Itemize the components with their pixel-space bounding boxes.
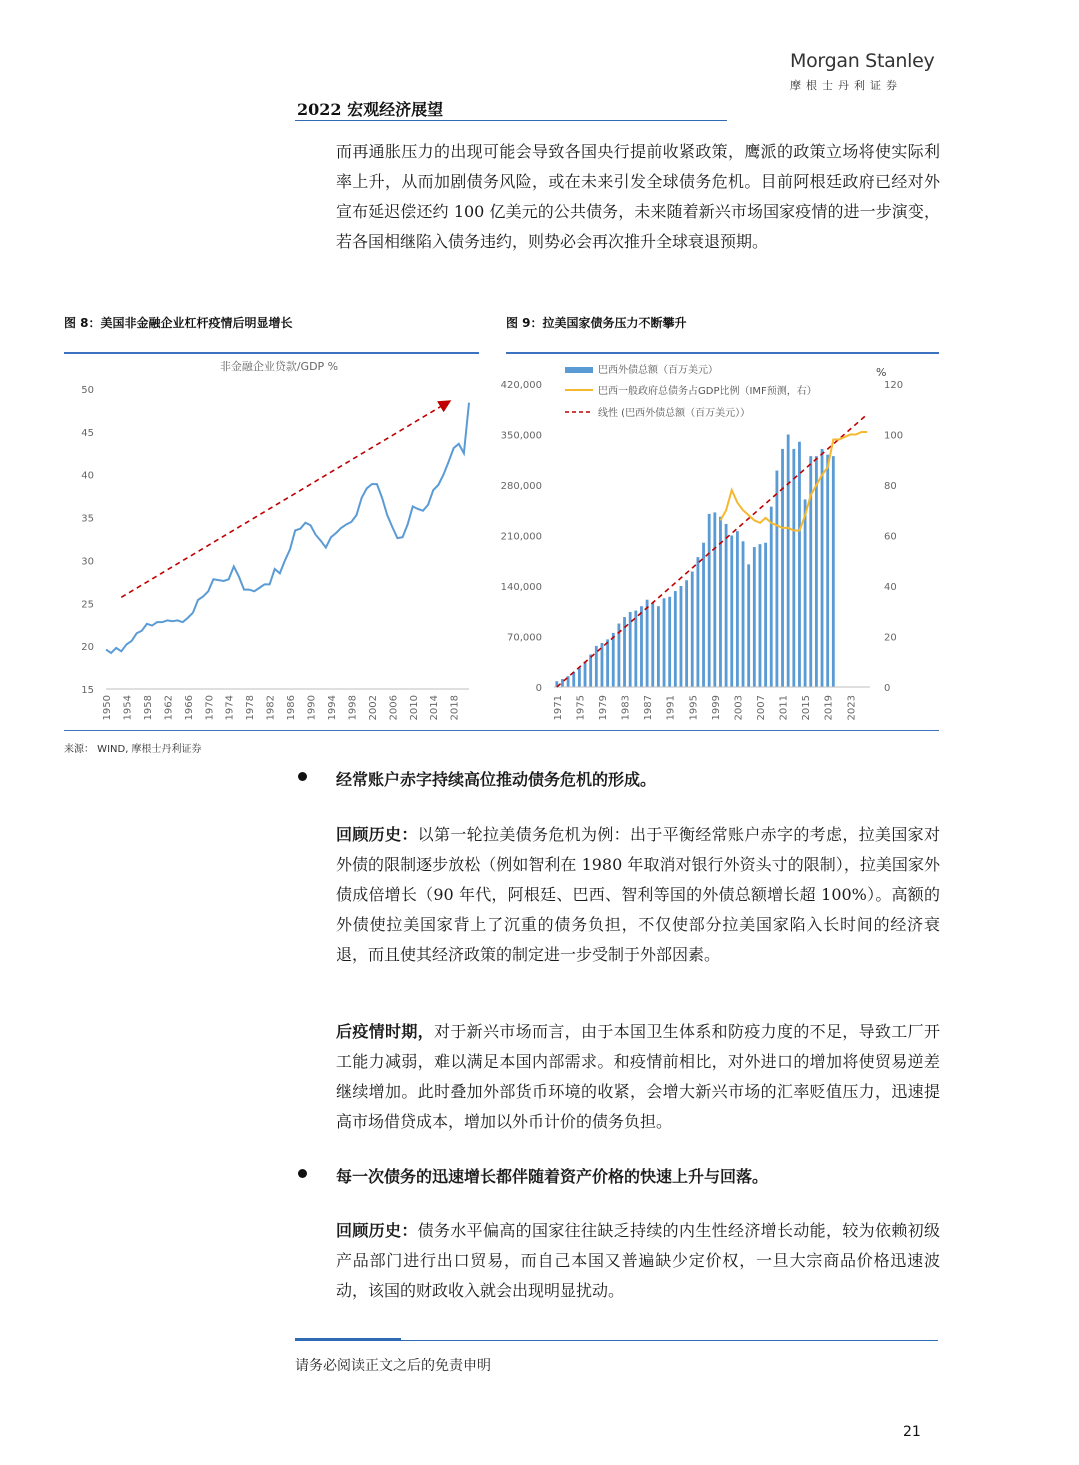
chart2-y-tick-label: 140,000 (500, 582, 542, 593)
chart2-x-tick-label: 1971 (552, 695, 564, 721)
chart2-bar (691, 572, 694, 687)
chart2-bar (736, 531, 739, 687)
para-lead: 回顾历史： (336, 825, 418, 844)
chart1-y-tick-label: 20 (81, 642, 94, 654)
chart2-bar (787, 435, 790, 688)
chart2-right-tick-label: 40 (884, 582, 897, 593)
chart1-y-tick-label: 15 (81, 685, 94, 696)
chart2-bar (730, 536, 733, 688)
chart1-x-tick-label: 1974 (224, 695, 236, 721)
chart1-x-tick-label: 1998 (347, 695, 359, 721)
chart1-x-tick-label: 1970 (204, 695, 216, 721)
bullet-heading-text-2: 每一次债务的迅速增长都伴随着资产价格的快速上升与回落。 (336, 1167, 769, 1186)
chart2-x-tick-label: 2019 (823, 695, 835, 721)
chart1-x-tick-label: 1958 (142, 695, 154, 721)
brand-logo-text: Morgan Stanley (790, 50, 935, 72)
chart2-bar (629, 612, 632, 687)
figure-9-title: 图 9：拉美国家债务压力不断攀升 (506, 316, 687, 330)
chart2-bar (775, 471, 778, 687)
chart2-x-tick-label: 1983 (620, 695, 632, 721)
chart2-right-unit: % (876, 366, 887, 379)
chart2-bar (606, 639, 609, 687)
legend-item-trend: 线性 (巴西外债总额（百万美元）） (598, 408, 751, 419)
chart1-x-tick-label: 1994 (326, 695, 338, 721)
intro-text: 而再通胀压力的出现可能会导致各国央行提前收紧政策，鹰派的政策立场将使实际利率上升，从而加剧债务风险，或在未来引发全球债务危机。目前阿根廷政府已经对外宣布延迟偿还约 100 亿美元的公共债务，未来随着新兴市场国家疫情的进一步演变，若各国相继陷入债务违约，则势必会再次推升全球衰退预期。 (336, 142, 940, 251)
chart1-x-tick-label: 1978 (245, 695, 257, 721)
chart1-x-tick-label: 1986 (286, 695, 298, 721)
bullet-heading-text-1: 经常账户赤字持续高位推动债务危机的形成。 (336, 770, 657, 789)
section1-paragraph-2 (336, 1017, 940, 1137)
chart2-bar (764, 543, 767, 687)
chart2-y-tick-label: 350,000 (500, 430, 542, 442)
chart2-bar (634, 611, 637, 687)
title-divider (295, 120, 727, 121)
chart1-trend-arrow (121, 402, 448, 597)
chart-nonfinancial-leverage (64, 354, 479, 729)
chart1-x-tick-label: 1954 (122, 695, 134, 721)
chart2-y-tick-label: 420,000 (500, 380, 542, 391)
chart2-bar (589, 655, 592, 687)
para-lead: 后疫情时期， (336, 1022, 434, 1041)
chart2-x-tick-label: 1975 (575, 695, 587, 721)
chart1-x-tick-label: 1990 (306, 695, 318, 721)
intro-paragraph (336, 137, 940, 257)
chart2-bar (601, 643, 604, 687)
chart2-bar (832, 456, 835, 687)
chart2-right-tick-label: 80 (884, 481, 897, 492)
chart-brazil-debt (490, 354, 939, 729)
chart2-bar (725, 524, 728, 687)
chart2-bar (578, 668, 581, 687)
chart2-bar (702, 543, 705, 687)
bullet-dot (298, 1169, 307, 1178)
footer-divider (295, 1340, 938, 1341)
chart2-bar (612, 633, 615, 687)
chart2-x-tick-label: 1995 (688, 695, 700, 721)
chart2-bar (584, 662, 587, 687)
para-text: 对于新兴市场而言，由于本国卫生体系和防疫力度的不足，导致工厂开工能力减弱，难以满足本国内部需求。和疫情前相比，对外进口的增加将使贸易逆差继续增加。此时叠加外部货币环境的收紧，会增大新兴市场的汇率贬值压力，迅速提高市场借贷成本，增加以外币计价的债务负担。 (336, 1022, 940, 1131)
bullet-dot (298, 772, 307, 781)
chart2-bar (680, 586, 683, 687)
chart1-x-tick-label: 1950 (102, 695, 113, 721)
chart2-bar (668, 597, 671, 687)
chart2-x-tick-label: 2007 (755, 695, 767, 721)
chart2-bar (674, 591, 677, 687)
chart2-bar (646, 600, 649, 687)
chart2-right-tick-label: 100 (884, 430, 904, 442)
chart2-y-tick-label: 0 (535, 683, 542, 694)
chart2-x-tick-label: 2015 (801, 695, 813, 721)
chart2-bar (781, 449, 784, 687)
section2-paragraph-1 (336, 1216, 940, 1306)
chart1-x-tick-label: 2018 (449, 695, 461, 721)
chart2-bar (821, 449, 824, 687)
legend-item-bars: 巴西外债总额（百万美元） (598, 365, 718, 376)
chart1-y-tick-label: 50 (81, 385, 94, 396)
chart2-bar (809, 456, 812, 687)
chart2-bar (815, 456, 818, 687)
chart2-x-tick-label: 1987 (643, 695, 655, 721)
chart2-bar (742, 541, 745, 687)
chart1-x-tick-label: 1982 (265, 695, 277, 721)
chart2-bar (804, 499, 807, 687)
chart1-title: 非金融企业贷款/GDP % (219, 360, 339, 373)
chart2-bar (792, 449, 795, 687)
page-number: 21 (903, 1424, 921, 1440)
chart2-bar (753, 547, 756, 687)
chart2-right-tick-label: 0 (884, 683, 891, 694)
chart2-right-tick-label: 20 (884, 632, 897, 644)
chart1-x-tick-label: 2014 (429, 695, 441, 721)
section1-paragraph-1 (336, 820, 940, 970)
chart2-x-tick-label: 1979 (597, 695, 609, 721)
chart1-x-tick-label: 2002 (367, 695, 379, 721)
bullet-heading-1 (336, 765, 940, 795)
chart2-bar (663, 598, 666, 687)
legend-item-line: 巴西一般政府总债务占GDP比例（IMF预测，右） (598, 386, 817, 397)
chart1-x-tick-label: 1962 (163, 695, 175, 721)
chart2-y-tick-label: 210,000 (500, 531, 542, 543)
chart2-x-tick-label: 2023 (846, 695, 858, 721)
chart2-bar (657, 606, 660, 687)
chart1-x-tick-label: 2010 (408, 695, 420, 721)
chart1-x-tick-label: 2006 (388, 695, 400, 721)
chart1-y-tick-label: 25 (81, 599, 94, 611)
chart2-bar (651, 603, 654, 687)
para-text: 以第一轮拉美债务危机为例：出于平衡经常账户赤字的考虑，拉美国家对外债的限制逐步放松（例如智利在 1980 年取消对银行外资头寸的限制），拉美国家外债成倍增长（90 年代，阿根廷、巴西、智利等国的外债总额增长超 100%）。高额的外债使拉美国家背上了沉重的债务负担，不仅使部分拉美国家陷入长时间的经济衰退，而且使其经济政策的制定进一步受制于外部因素。 (336, 825, 940, 964)
chart2-bar (595, 646, 598, 687)
chart2-y-tick-label: 70,000 (507, 632, 542, 644)
chart2-bar (770, 507, 773, 687)
chart1-series-line (106, 403, 469, 653)
figures-bottom-rule (64, 730, 939, 731)
chart2-right-tick-label: 60 (884, 531, 897, 543)
chart2-bar (696, 557, 699, 687)
chart2-bar (572, 672, 575, 687)
chart2-bar (640, 606, 643, 687)
figure-source: 来源： WIND, 摩根士丹利证券 (64, 744, 202, 755)
chart2-bar (798, 442, 801, 687)
para-text: 债务水平偏高的国家往往缺乏持续的内生性经济增长动能，较为依赖初级产品部门进行出口贸易，而自己本国又普遍缺少定价权，一旦大宗商品价格迅速波动，该国的财政收入就会出现明显扰动。 (336, 1221, 940, 1300)
chart1-x-tick-label: 1966 (183, 695, 195, 721)
report-title: 2022 宏观经济展望 (297, 100, 444, 119)
bullet-heading-2 (336, 1162, 940, 1192)
chart2-bar (759, 544, 762, 687)
chart2-x-tick-label: 2003 (733, 695, 745, 721)
chart2-x-tick-label: 1999 (710, 695, 722, 721)
chart2-y-tick-label: 280,000 (500, 481, 542, 492)
chart2-bar (708, 514, 711, 687)
chart2-bar (713, 512, 716, 687)
chart2-right-tick-label: 120 (884, 380, 904, 391)
brand-cn-text: 摩根士丹利证券 (790, 79, 902, 92)
chart2-x-tick-label: 1991 (665, 695, 677, 721)
footer-disclaimer: 请务必阅读正文之后的免责申明 (295, 1358, 491, 1374)
chart2-x-tick-label: 2011 (778, 695, 790, 721)
chart2-bar (747, 564, 750, 687)
para-lead: 回顾历史： (336, 1221, 418, 1240)
chart1-y-tick-label: 30 (81, 556, 94, 568)
legend-bar-swatch (565, 367, 593, 373)
chart1-y-tick-label: 40 (81, 470, 94, 482)
chart1-y-tick-label: 35 (81, 513, 94, 525)
chart2-bar (826, 455, 829, 687)
chart2-bar (685, 580, 688, 687)
chart1-y-tick-label: 45 (81, 427, 94, 439)
figure-8-title: 图 8：美国非金融企业杠杆疫情后明显增长 (64, 316, 293, 330)
chart2-legend (565, 363, 817, 419)
